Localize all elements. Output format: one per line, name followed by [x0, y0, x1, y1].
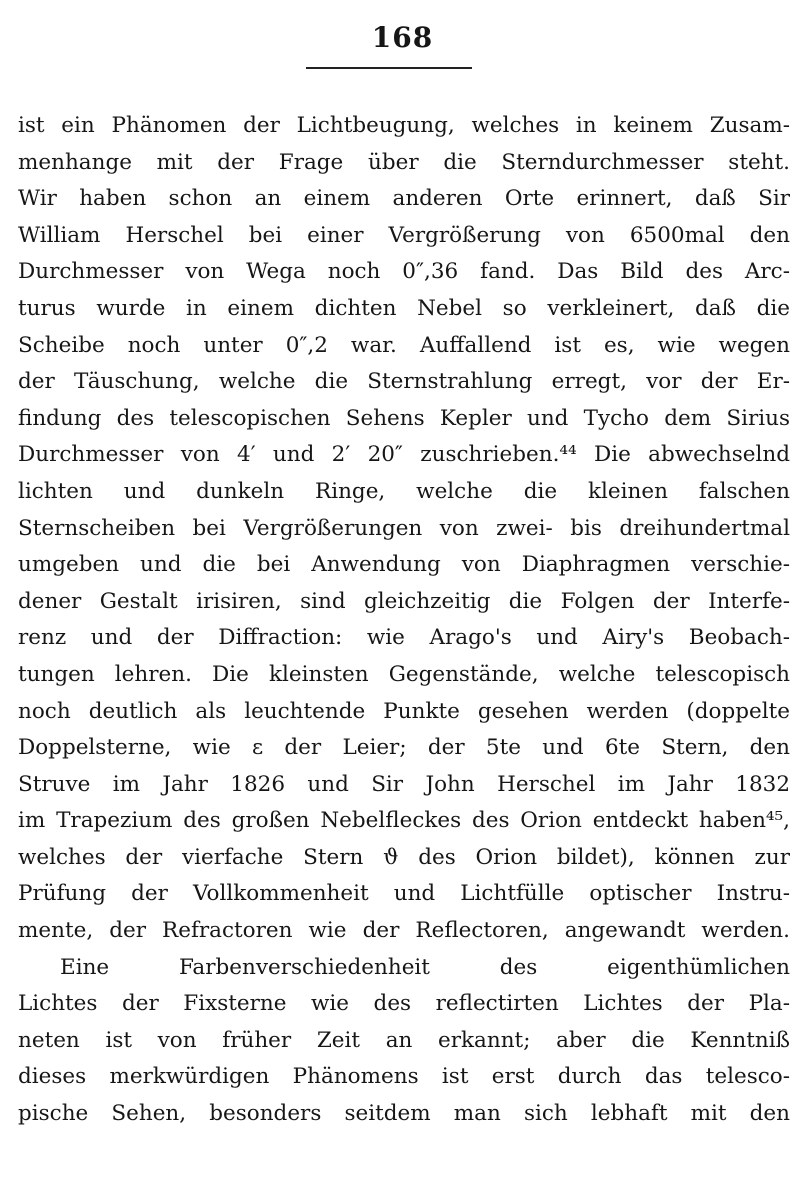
text-line: pische Sehen, besonders seitdem man sich lebhaft mit den [18, 1101, 790, 1127]
text-line: Wir haben schon an einem anderen Orte erinnert, daß Sir [18, 186, 790, 212]
text-line: noch deutlich als leuchtende Punkte gesehen werden (doppelte [18, 698, 790, 724]
text-line: William Herschel bei einer Vergrößerung von 6500mal den [18, 222, 790, 248]
text-line: findung des telescopischen Sehens Kepler und Tycho dem Sirius [18, 405, 790, 431]
text-line: Durchmesser von Wega noch 0″,36 fand. Das Bild des Arc- [18, 259, 790, 285]
text-line: renz und der Diffraction: wie Arago's und Airy's Beobach- [18, 625, 790, 651]
text-line: dieses merkwürdigen Phänomens ist erst durch das telesco- [18, 1064, 790, 1090]
paragraph-first-line: Eine Farbenverschiedenheit des eigenthümlichen [60, 954, 790, 980]
text-line: Durchmesser von 4′ und 2′ 20″ zuschrieben.⁴⁴ Die abwechselnd [18, 442, 790, 468]
text-line: welches der vierfache Stern ϑ des Orion bildet), können zur [18, 844, 790, 870]
text-line: menhange mit der Frage über die Sterndurchmesser steht. [18, 149, 790, 175]
text-line: dener Gestalt irisiren, sind gleichzeitig die Folgen der Interfe- [18, 588, 790, 614]
text-line: neten ist von früher Zeit an erkannt; aber die Kenntniß [18, 1027, 790, 1053]
text-line: Scheibe noch unter 0″,2 war. Auffallend ist es, wie wegen [18, 332, 790, 358]
header-rule [306, 67, 472, 69]
text-line: der Täuschung, welche die Sternstrahlung erregt, vor der Er- [18, 369, 790, 395]
text-line: ist ein Phänomen der Lichtbeugung, welches in keinem Zusam- [18, 113, 790, 138]
text-line: Doppelsterne, wie ε der Leier; der 5te und 6te Stern, den [18, 735, 790, 761]
text-line: turus wurde in einem dichten Nebel so verkleinert, daß die [18, 295, 790, 321]
text-line: umgeben und die bei Anwendung von Diaphragmen verschie- [18, 552, 790, 578]
text-line: im Trapezium des großen Nebelfleckes des Orion entdeckt haben⁴⁵, [18, 808, 790, 834]
body-text [18, 108, 790, 1133]
page-number: 168 [371, 21, 434, 54]
text-line: Sternscheiben bei Vergrößerungen von zwei- bis dreihundertmal [18, 515, 790, 541]
text-line: tungen lehren. Die kleinsten Gegenstände, welche telescopisch [18, 661, 790, 687]
paragraph-last-line: mente, der Refractoren wie der Reflectoren, angewandt werden. [18, 918, 790, 944]
text-line: Lichtes der Fixsterne wie des reflectirten Lichtes der Pla- [18, 991, 790, 1017]
text-line: Prüfung der Vollkommenheit und Lichtfülle optischer Instru- [18, 881, 790, 907]
text-line: Struve im Jahr 1826 und Sir John Herschel im Jahr 1832 [18, 771, 790, 797]
text-line: lichten und dunkeln Ringe, welche die kleinen falschen [18, 478, 790, 504]
